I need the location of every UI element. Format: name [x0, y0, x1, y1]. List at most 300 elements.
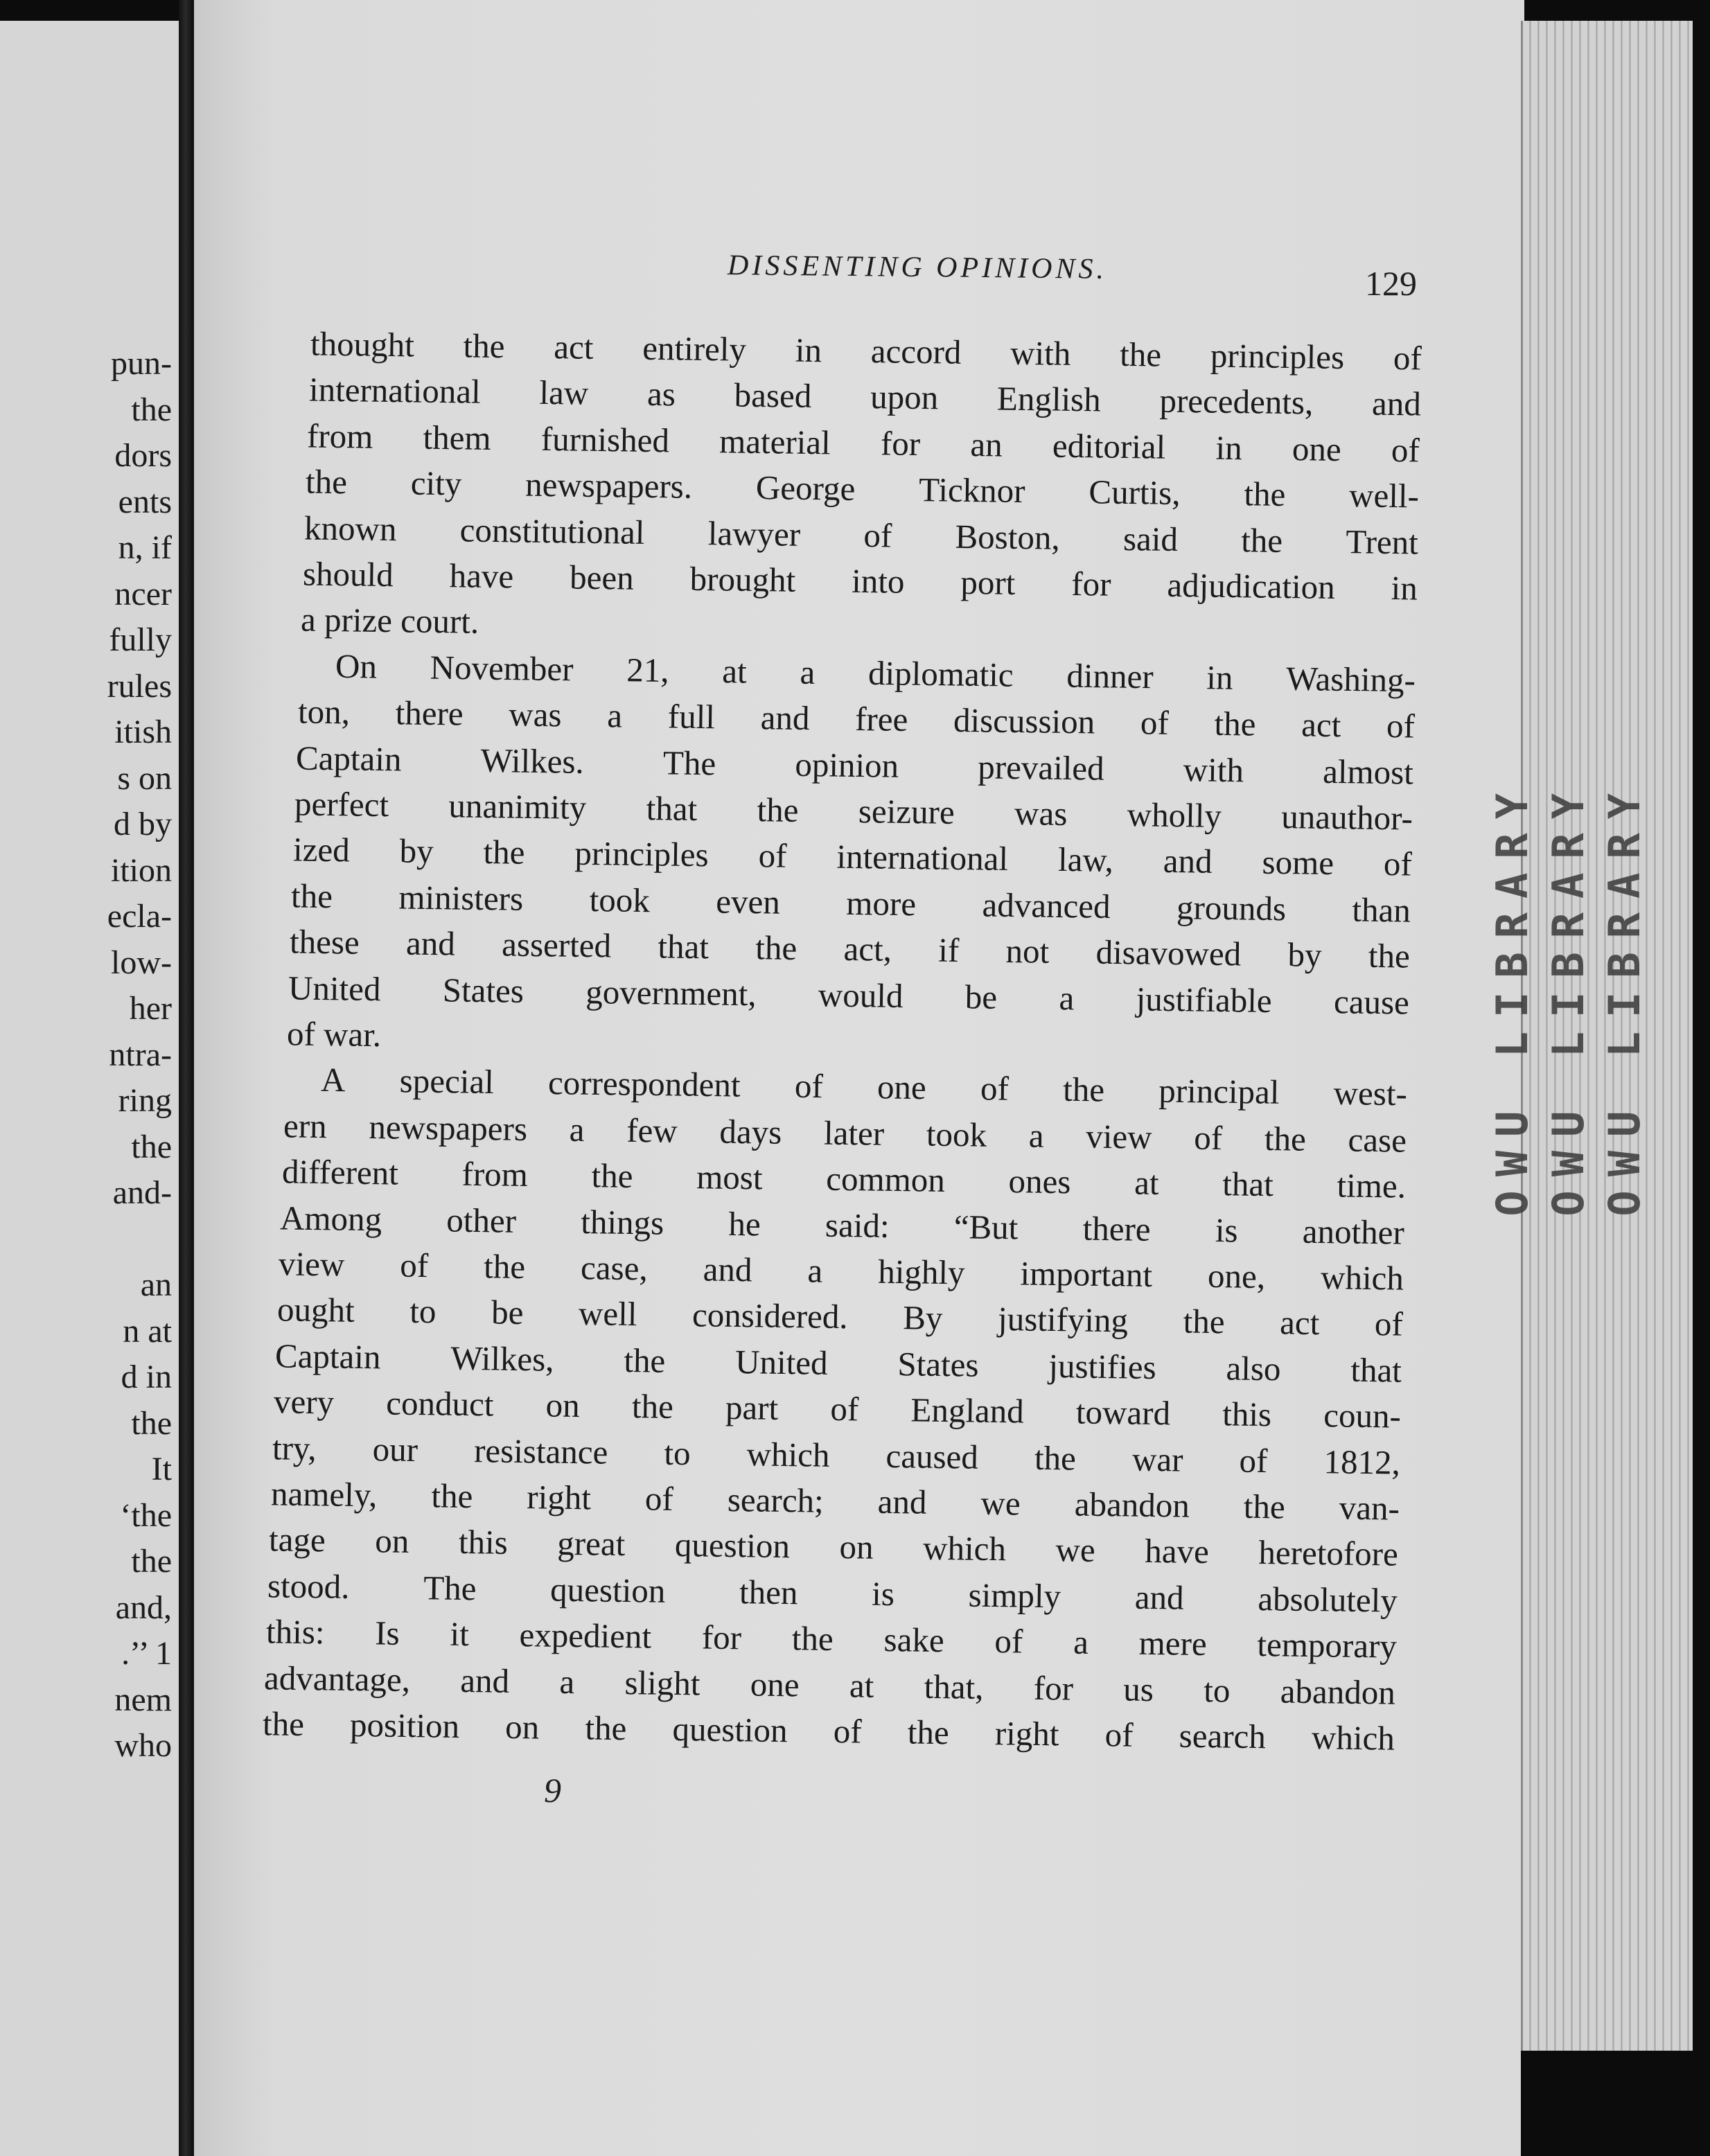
word: and [1163, 842, 1213, 881]
text-line [283, 1106, 1407, 1160]
word: on [545, 1386, 581, 1425]
word: there [1082, 1209, 1152, 1248]
word: and [405, 924, 456, 963]
left-page-line: ‘the [120, 1496, 172, 1534]
word: us [1123, 1670, 1154, 1708]
text-line [288, 968, 1409, 1022]
word: the [1063, 1070, 1105, 1109]
word: unauthor- [1281, 797, 1413, 838]
word: principles [1210, 336, 1345, 377]
word: search; [727, 1480, 824, 1520]
word: diplomatic [867, 653, 1014, 694]
text-line: of war. [286, 1014, 381, 1054]
word: been [569, 558, 634, 597]
word: toward [1075, 1393, 1171, 1433]
word: the [631, 1387, 674, 1426]
word: Trent [1345, 522, 1419, 562]
word: question [672, 1710, 788, 1750]
word: the [262, 1704, 305, 1744]
word: opinion [795, 745, 899, 785]
word: that, [924, 1667, 985, 1706]
word: act, [843, 930, 892, 969]
word: was [508, 695, 562, 734]
word: English [996, 379, 1101, 419]
previous-page-fragment [0, 21, 182, 2156]
word: ministers [398, 878, 524, 918]
word: stood. [267, 1566, 350, 1606]
word: in [795, 330, 822, 370]
word: would [818, 975, 904, 1015]
word: advanced [982, 885, 1111, 926]
word: view [278, 1244, 345, 1284]
word: these [289, 922, 360, 962]
word: very [273, 1382, 335, 1422]
word: ized [292, 830, 350, 869]
word: important [1020, 1254, 1153, 1294]
text-line [270, 1474, 1400, 1528]
word: ought [276, 1290, 355, 1330]
word: which [923, 1529, 1007, 1569]
left-page-line: s on [117, 759, 172, 797]
word: is [871, 1574, 895, 1613]
word: brought [689, 559, 796, 599]
word: is [1215, 1210, 1239, 1250]
word: asserted [501, 925, 612, 965]
word: the [1183, 1302, 1225, 1341]
word: as [646, 375, 676, 414]
word: even [716, 882, 781, 921]
word: material [719, 422, 831, 462]
text-line [302, 554, 1418, 608]
word: with [1183, 750, 1244, 789]
word: expedient [518, 1616, 652, 1656]
word: was [1014, 794, 1068, 833]
word: question [549, 1570, 666, 1610]
word: the [463, 326, 505, 366]
word: took [589, 880, 651, 919]
word: free [854, 700, 908, 739]
word: a [559, 1662, 575, 1701]
word: slight [624, 1663, 701, 1703]
word: United [288, 969, 381, 1008]
text-line [275, 1336, 1402, 1390]
word: a [1073, 1623, 1088, 1662]
word: later [823, 1113, 885, 1153]
word: and [460, 1661, 510, 1700]
word: Among [280, 1198, 382, 1238]
text-line [292, 830, 1412, 884]
word: tage [268, 1520, 326, 1559]
word: “But [953, 1207, 1019, 1246]
word: justifiable [1136, 980, 1272, 1020]
word: November [430, 648, 574, 689]
word: absolutely [1257, 1579, 1398, 1620]
word: the [1243, 1487, 1285, 1526]
left-page-line: low- [111, 944, 172, 981]
word: city [410, 463, 462, 503]
word: also [1226, 1349, 1282, 1388]
word: dinner [1066, 656, 1154, 696]
word: one [876, 1068, 927, 1107]
running-head: DISSENTING OPINIONS. [727, 249, 1108, 285]
word: resistance [473, 1431, 608, 1472]
text-line [281, 1152, 1406, 1206]
word: of [994, 1622, 1023, 1661]
left-page-line: fully [109, 621, 172, 658]
word: on [375, 1521, 409, 1561]
word: in [1215, 428, 1243, 467]
word: try, [272, 1428, 317, 1467]
word: Is [374, 1614, 400, 1653]
word: grounds [1176, 887, 1287, 928]
word: heretofore [1258, 1533, 1399, 1574]
word: George [755, 468, 856, 509]
word: thought [310, 324, 415, 364]
word: great [557, 1524, 626, 1564]
word: act [1301, 705, 1341, 745]
word: known [303, 509, 397, 548]
word: temporary [1256, 1625, 1397, 1665]
word: the [1264, 1119, 1307, 1158]
word: of [1383, 845, 1412, 883]
word: a [1058, 978, 1075, 1017]
text-line [296, 738, 1414, 792]
word: the [791, 1619, 834, 1659]
word: the [907, 1713, 950, 1752]
word: and [876, 1482, 927, 1521]
word: it [449, 1614, 469, 1654]
word: government, [585, 972, 757, 1013]
word: of [758, 836, 787, 876]
word: of [1391, 430, 1420, 470]
word: one [750, 1665, 800, 1704]
word: to [409, 1292, 437, 1331]
stamp-line: OWU LIBRARY [1486, 779, 1537, 1217]
word: west- [1333, 1074, 1408, 1113]
word: to [663, 1433, 691, 1472]
word: The [423, 1569, 477, 1608]
word: prevailed [978, 747, 1105, 788]
word: position [349, 1705, 460, 1746]
word: justifying [997, 1300, 1129, 1340]
word: took [926, 1115, 987, 1154]
word: disavowed [1095, 933, 1242, 973]
word: Wilkes. [480, 741, 585, 781]
word: of [399, 1246, 429, 1285]
word: into [851, 561, 905, 601]
word: adjudication [1166, 565, 1335, 606]
word: mere [1138, 1623, 1207, 1663]
word: right [994, 1714, 1059, 1753]
word: for [701, 1618, 742, 1657]
word: ern [283, 1106, 327, 1146]
word: Wilkes, [450, 1338, 555, 1379]
text-line: a prize court. [300, 600, 479, 642]
text-line [264, 1658, 1396, 1712]
word: that [1350, 1350, 1402, 1390]
word: the [1240, 520, 1283, 560]
word: of [1393, 338, 1422, 378]
word: sake [883, 1620, 944, 1660]
word: upon [870, 378, 939, 417]
word: ton, [297, 692, 350, 732]
text-line [290, 922, 1411, 976]
word: from [461, 1154, 528, 1194]
word: advantage, [264, 1658, 411, 1699]
left-page-line: and- [112, 1174, 172, 1211]
word: law, [1057, 840, 1113, 880]
scan-shadow [1521, 2051, 1710, 2156]
left-page-line: ncer [114, 575, 172, 612]
text-line [335, 646, 1416, 700]
word: of [794, 1067, 824, 1106]
word: more [846, 883, 917, 924]
word: our [372, 1429, 418, 1469]
word: the [624, 1341, 667, 1380]
word: based [734, 375, 812, 416]
word: for [1070, 564, 1111, 603]
word: a [606, 696, 623, 735]
text-line [263, 1704, 1395, 1758]
word: correspondent [547, 1063, 741, 1105]
word: which [1311, 1718, 1395, 1758]
left-page-line: the [131, 1543, 172, 1580]
word: there [394, 693, 464, 733]
word: case, [580, 1248, 649, 1288]
word: war [1131, 1440, 1183, 1479]
word: furnished [540, 419, 670, 460]
page-number: 129 [1365, 264, 1417, 303]
word: and [703, 1250, 752, 1289]
word: van- [1338, 1488, 1400, 1528]
stamp-line: OWU LIBRARY [1542, 779, 1594, 1217]
text-line [307, 416, 1420, 470]
word: The [662, 743, 716, 782]
word: part [725, 1388, 779, 1428]
word: this [458, 1523, 509, 1562]
word: perfect [294, 784, 389, 824]
word: the [1034, 1438, 1077, 1478]
word: for [881, 424, 921, 463]
text-line [310, 324, 1422, 378]
word: act [554, 328, 594, 366]
word: act [1279, 1303, 1320, 1343]
word: a [569, 1110, 585, 1149]
word: be [491, 1293, 524, 1332]
word: abandon [1073, 1485, 1190, 1525]
word: Washing- [1285, 659, 1416, 699]
word: common [825, 1159, 945, 1200]
word: wholly [1127, 795, 1222, 835]
word: of [1239, 1441, 1268, 1480]
word: well [578, 1294, 637, 1334]
word: well- [1348, 476, 1420, 515]
word: accord [870, 332, 962, 371]
word: another [1302, 1212, 1405, 1252]
word: the [1368, 936, 1411, 975]
left-page-line: It [151, 1451, 172, 1487]
word: of [833, 1712, 862, 1751]
left-page-line: .’’ 1 [121, 1635, 172, 1672]
left-page-line: ecla- [107, 898, 172, 935]
word: international [836, 838, 1009, 878]
word: by [398, 831, 434, 871]
word: some [1261, 843, 1334, 883]
word: law [538, 373, 589, 413]
book-gutter [179, 0, 195, 2156]
word: port [960, 563, 1016, 602]
word: by [1287, 935, 1323, 975]
library-stamp [1486, 776, 1650, 1219]
left-page-line: n, if [118, 529, 172, 566]
left-page-line: who [114, 1727, 172, 1764]
word: the [590, 1156, 633, 1196]
word: precedents, [1158, 381, 1314, 422]
word: Ticknor [918, 470, 1026, 511]
word: cause [1333, 982, 1410, 1022]
word: we [980, 1483, 1021, 1523]
left-page-line: d in [121, 1359, 172, 1395]
left-page-line: dors [114, 437, 172, 474]
text-line [303, 508, 1418, 562]
word: from [307, 416, 374, 456]
word: to [1204, 1670, 1231, 1710]
word: one [1292, 429, 1342, 468]
word: the [305, 462, 348, 502]
word: that [1222, 1165, 1273, 1204]
left-page-line: the [131, 1404, 172, 1442]
left-page-line: the [131, 391, 172, 428]
word: highly [877, 1252, 965, 1292]
word: in [1390, 569, 1418, 608]
left-page-line: ring [118, 1082, 172, 1119]
word: of [644, 1479, 673, 1518]
word: almost [1323, 752, 1414, 792]
word: a [807, 1251, 823, 1290]
word: a [800, 653, 816, 691]
word: conduct [386, 1384, 494, 1424]
word: not [1005, 932, 1050, 971]
word: namely, [270, 1474, 378, 1514]
left-page-line: ntra- [109, 1036, 172, 1073]
word: coun- [1323, 1396, 1402, 1435]
word: right [526, 1478, 591, 1517]
word: 21, [626, 651, 669, 689]
left-page-line: an [140, 1266, 172, 1303]
word: few [626, 1111, 678, 1150]
word: of [1104, 1715, 1134, 1754]
word: the [1244, 475, 1286, 514]
word: of [1140, 703, 1169, 743]
word: caused [885, 1436, 979, 1476]
word: at [721, 651, 748, 691]
word: most [696, 1158, 763, 1197]
text-line [265, 1612, 1397, 1666]
word: special [399, 1061, 495, 1102]
word: the [291, 876, 333, 916]
word: entirely [642, 328, 747, 369]
word: Boston, [955, 517, 1060, 557]
word: time. [1336, 1166, 1406, 1205]
word: lawyer [707, 513, 801, 554]
word: States [897, 1344, 980, 1384]
word: Curtis, [1088, 472, 1181, 513]
word: at [1134, 1163, 1159, 1203]
text-line [272, 1428, 1400, 1482]
word: of [1193, 1118, 1223, 1157]
word: them [423, 418, 492, 457]
word: newspapers. [525, 465, 693, 506]
word: the [483, 1247, 526, 1287]
word: view [1085, 1117, 1152, 1156]
word: then [739, 1573, 798, 1612]
word: that [646, 789, 698, 829]
word: On [335, 646, 378, 686]
left-page-line: nem [114, 1681, 172, 1718]
word: seizure [858, 792, 955, 831]
left-page-line: ents [118, 483, 172, 520]
word: of [980, 1069, 1010, 1108]
word: international [308, 370, 481, 412]
book-page [194, 0, 1524, 2156]
word: the [482, 833, 525, 872]
word: other [446, 1201, 517, 1240]
word: one, [1207, 1256, 1266, 1296]
word: the [585, 1708, 627, 1748]
word: have [1145, 1532, 1210, 1571]
word: abandon [1280, 1672, 1396, 1712]
word: should [302, 554, 394, 594]
word: an [970, 425, 1003, 464]
word: constitutional [459, 511, 645, 551]
left-page-line: n at [123, 1312, 172, 1350]
word: justifies [1048, 1346, 1157, 1386]
word: that [658, 927, 709, 966]
word: days [719, 1112, 782, 1151]
word: with [1010, 333, 1071, 373]
left-page-line: itish [114, 714, 172, 750]
word: principles [574, 834, 709, 874]
word: on [839, 1528, 874, 1567]
word: Captain [275, 1336, 382, 1377]
left-page-line: d by [114, 806, 172, 842]
word: simply [968, 1575, 1061, 1616]
word: said: [825, 1205, 890, 1245]
text-line [321, 1060, 1408, 1114]
word: unanimity [448, 786, 587, 827]
text-line [279, 1244, 1404, 1298]
word: of [863, 515, 892, 555]
word: the [1213, 704, 1256, 743]
left-page-line: her [129, 990, 172, 1027]
text-line [297, 692, 1415, 746]
word: the [757, 790, 799, 829]
word: principal [1158, 1071, 1280, 1112]
word: full [667, 697, 715, 736]
word: this [1222, 1395, 1272, 1434]
word: the [755, 928, 797, 968]
text-line [276, 1290, 1403, 1344]
word: and [1134, 1578, 1184, 1617]
text-line [306, 462, 1420, 516]
word: a [1028, 1116, 1044, 1155]
word: and [759, 698, 810, 738]
word: different [281, 1152, 398, 1192]
word: of [1374, 1305, 1403, 1344]
word: United [735, 1342, 829, 1382]
word: in [1206, 658, 1233, 697]
word: and [1371, 384, 1421, 423]
